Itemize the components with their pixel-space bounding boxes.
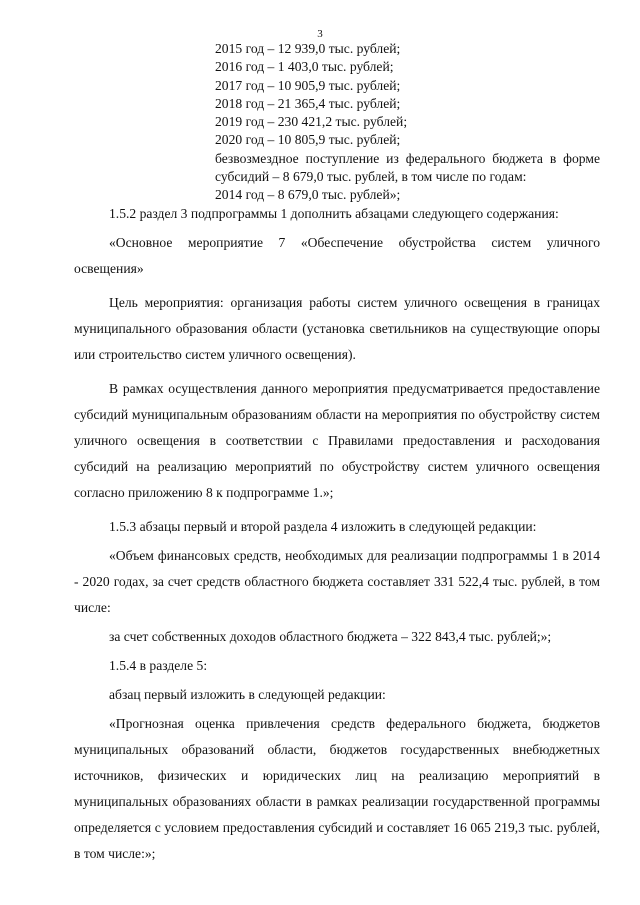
year-line: 2016 год – 1 403,0 тыс. рублей; bbox=[215, 59, 394, 75]
paragraph: за счет собственных доходов областного бюджета – 322 843,4 тыс. рублей;»; bbox=[109, 629, 552, 644]
paragraph: «Прогнозная оценка привлечения средств федерального бюджета, бюджетов муниципальных образований области, бюджетов государственных внебюджетных источников, физических и юридических лиц на реализацию мероприятий в муниципальных образованиях области в рамках реализации государственной программы определяется с условием предоставления субсидий и составляет 16 065 219,3 тыс. рублей, в том числе:»; bbox=[74, 716, 600, 861]
paragraph: Цель мероприятия: организация работы систем уличного освещения в границах муниципального образования области (установка светильников на существующие опоры или строительство систем уличного освещения). bbox=[74, 295, 600, 362]
year-line: 2018 год – 21 365,4 тыс. рублей; bbox=[215, 95, 401, 111]
document-body bbox=[74, 201, 600, 875]
funding-by-year-list bbox=[215, 40, 600, 205]
federal-funding-line: безвозмездное поступление из федерального бюджета в форме субсидий – 8 679,0 тыс. рублей, в том числе по годам: bbox=[215, 150, 600, 185]
paragraph: «Основное мероприятие 7 «Обеспечение обустройства систем уличного освещения» bbox=[74, 235, 600, 276]
page-number: 3 bbox=[317, 28, 323, 40]
paragraph: В рамках осуществления данного мероприятия предусматривается предоставление субсидий муниципальным образованиям области на мероприятия по обустройству систем уличного освещения в соответствии с Правилами предоставления и расходования субсидий на реализацию мероприятий по обустройству систем уличного освещения согласно приложению 8 к подпрограмме 1.»; bbox=[74, 381, 600, 500]
year-line: 2014 год – 8 679,0 тыс. рублей»; bbox=[215, 187, 401, 203]
paragraph: «Объем финансовых средств, необходимых для реализации подпрограммы 1 в 2014 - 2020 годах, за счет средств областного бюджета составляет 331 522,4 тыс. рублей, в том числе: bbox=[74, 548, 600, 615]
paragraph: абзац первый изложить в следующей редакции: bbox=[109, 687, 386, 702]
year-line: 2019 год – 230 421,2 тыс. рублей; bbox=[215, 114, 408, 130]
year-line: 2020 год – 10 805,9 тыс. рублей; bbox=[215, 132, 401, 148]
paragraph: 1.5.3 абзацы первый и второй раздела 4 изложить в следующей редакции: bbox=[109, 519, 537, 534]
paragraph: 1.5.2 раздел 3 подпрограммы 1 дополнить абзацами следующего содержания: bbox=[109, 206, 559, 221]
year-line: 2015 год – 12 939,0 тыс. рублей; bbox=[215, 41, 401, 56]
year-line: 2017 год – 10 905,9 тыс. рублей; bbox=[215, 77, 401, 93]
paragraph: 1.5.4 в разделе 5: bbox=[109, 658, 208, 673]
